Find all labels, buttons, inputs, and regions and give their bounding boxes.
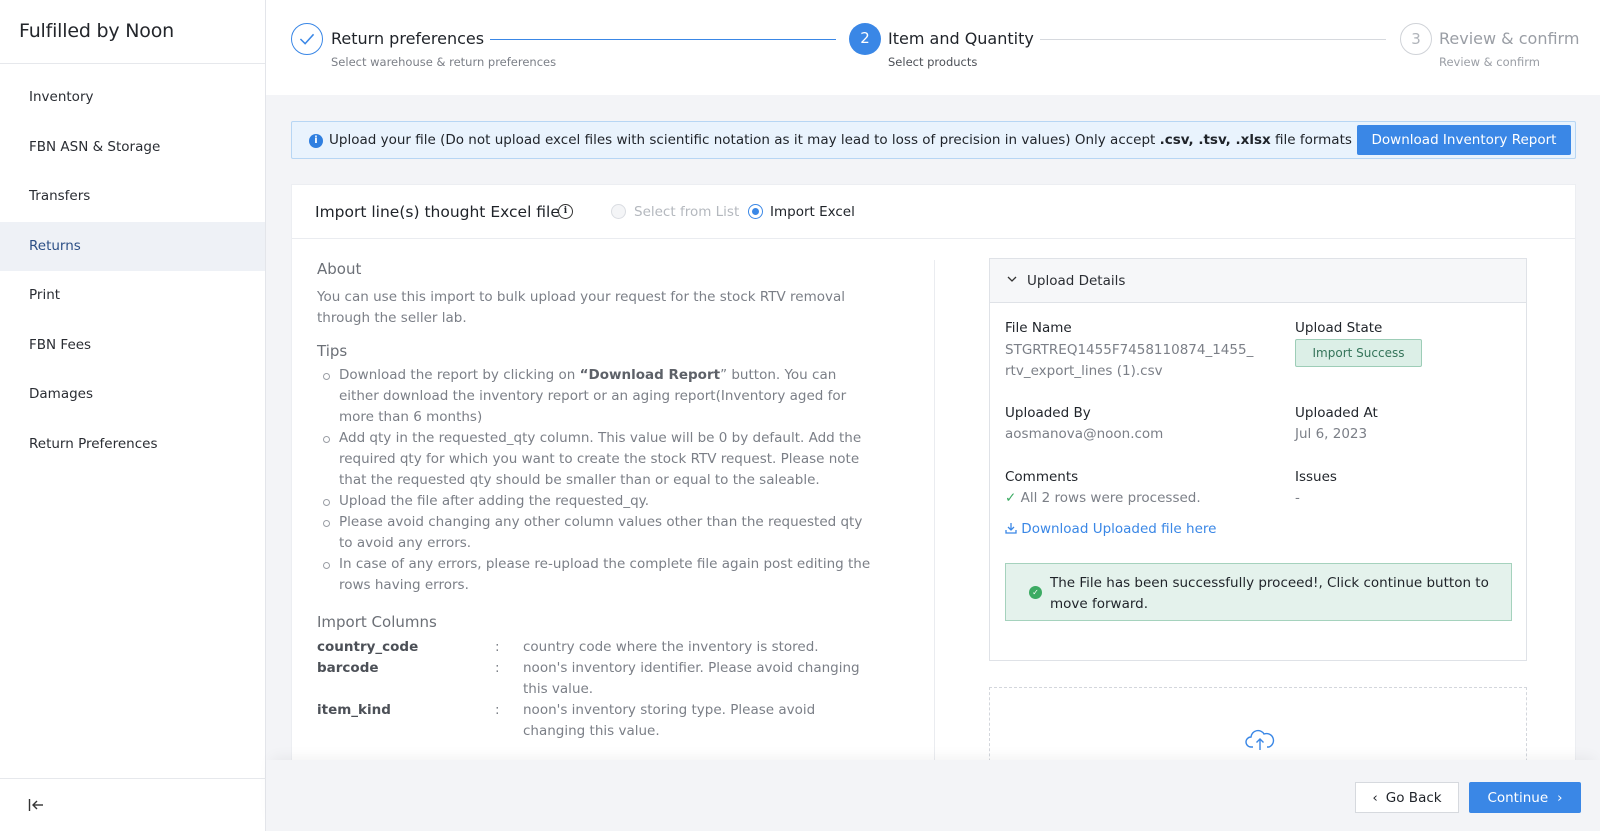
upload-details-title: Upload Details	[1027, 273, 1126, 289]
sidebar-item-damages[interactable]: Damages	[29, 386, 93, 402]
brand-title: Fulfilled by Noon	[0, 0, 265, 64]
download-inventory-report-button[interactable]: Download Inventory Report	[1357, 125, 1571, 155]
column-separator: :	[495, 660, 500, 676]
step-3-number: 3	[1400, 23, 1432, 55]
import-columns-heading: Import Columns	[317, 613, 437, 631]
panel-title: Import line(s) thought Excel file	[315, 203, 560, 221]
about-section	[317, 260, 872, 742]
upload-info-banner	[291, 121, 1576, 159]
list-item: Download the report by clicking on “Download Report” button. You can either download the inventory report or an aging report(Inventory aged for more than 6 months)	[317, 365, 872, 428]
column-key: item_kind	[317, 702, 391, 718]
import-columns-table	[317, 637, 872, 742]
chevron-down-icon	[1006, 273, 1018, 285]
issues-label: Issues	[1295, 469, 1337, 485]
sidebar-item-returns[interactable]: Returns	[0, 222, 265, 272]
chevron-right-icon: ›	[1557, 789, 1563, 806]
sidebar-item-inventory[interactable]: Inventory	[29, 89, 94, 105]
info-circle-icon[interactable]: i	[558, 204, 573, 219]
sidebar-item-print[interactable]: Print	[29, 287, 61, 303]
tips-list	[317, 365, 872, 596]
footer-actions	[266, 760, 1600, 831]
status-badge: Import Success	[1295, 339, 1422, 367]
import-panel	[291, 184, 1576, 764]
step-2-subtitle: Select products	[888, 55, 978, 69]
uploaded-by-label: Uploaded By	[1005, 405, 1091, 421]
comments-label: Comments	[1005, 469, 1079, 485]
tips-heading: Tips	[317, 342, 348, 360]
collapse-left-icon[interactable]	[28, 797, 44, 813]
step-2-number: 2	[849, 23, 881, 55]
sidebar-item-return-preferences[interactable]: Return Preferences	[29, 435, 158, 452]
list-item: Please avoid changing any other column values other than the requested qty to avoid any errors.	[317, 512, 872, 554]
radio-label-select-from-list: Select from List	[634, 204, 740, 220]
step-2-title: Item and Quantity	[888, 29, 1034, 48]
stepper	[266, 0, 1600, 95]
file-name-label: File Name	[1005, 320, 1072, 336]
chevron-left-icon: ‹	[1372, 789, 1378, 806]
uploaded-by-value: aosmanova@noon.com	[1005, 426, 1164, 442]
check-circle-icon: ✓	[1029, 586, 1042, 599]
success-alert	[1005, 563, 1512, 621]
sidebar-collapse-bar	[0, 778, 266, 831]
success-message: The File has been successfully proceed!, Click continue button to move forward.	[1050, 575, 1489, 612]
radio-label-import-excel: Import Excel	[770, 204, 855, 220]
list-item: Upload the file after adding the requested_qy.	[317, 491, 872, 512]
column-divider	[934, 260, 935, 760]
check-icon: ✓	[1005, 490, 1017, 506]
file-name-value: STGRTREQ1455F7458110874_1455_ rtv_export_lines (1).csv	[1005, 342, 1254, 379]
cloud-upload-icon	[1245, 728, 1275, 752]
list-item: In case of any errors, please re-upload the complete file again post editing the rows having errors.	[317, 554, 872, 596]
go-back-button[interactable]: ‹ Go Back	[1355, 782, 1459, 813]
step-3-title: Review & confirm	[1439, 29, 1580, 48]
upload-details-card	[989, 258, 1527, 661]
list-item: Add qty in the requested_qty column. This value will be 0 by default. Add the required qty for which you want to create the stock RTV request. Please note that the requested qty should be smaller than or equal to the saleable.	[317, 428, 872, 491]
issues-value: -	[1295, 490, 1300, 506]
comments-value: ✓ All 2 rows were processed.	[1005, 490, 1201, 506]
sidebar-item-fbn-asn-storage[interactable]: FBN ASN & Storage	[29, 138, 161, 155]
about-heading: About	[317, 260, 362, 278]
step-connector-2	[1040, 39, 1386, 40]
radio-import-excel[interactable]	[748, 204, 763, 219]
step-connector-1	[490, 39, 836, 40]
step-1-done-icon	[291, 23, 323, 55]
info-icon: i	[309, 134, 323, 148]
download-uploaded-file-link[interactable]: Download Uploaded file here	[1005, 521, 1216, 537]
table-row	[317, 637, 872, 658]
column-separator: :	[495, 639, 500, 655]
column-desc: country code where the inventory is stored.	[523, 639, 819, 655]
panel-header	[292, 185, 1575, 239]
column-key: barcode	[317, 660, 379, 676]
step-1-title: Return preferences	[331, 29, 485, 48]
sidebar-item-transfers[interactable]: Transfers	[29, 188, 91, 204]
about-text: You can use this import to bulk upload your request for the stock RTV removal through the seller lab.	[317, 289, 846, 326]
step-3-subtitle: Review & confirm	[1439, 55, 1540, 69]
uploaded-at-label: Uploaded At	[1295, 405, 1378, 421]
table-row	[317, 658, 872, 700]
sidebar	[0, 0, 266, 831]
continue-button[interactable]: Continue ›	[1469, 782, 1581, 813]
step-1-subtitle: Select warehouse & return preferences	[331, 55, 557, 69]
column-key: country_code	[317, 639, 419, 655]
column-separator: :	[495, 702, 500, 718]
banner-text: Upload your file (Do not upload excel files with scientific notation as it may lead to loss of precision in values) Only accept .csv, .tsv, .xlsx file formats	[329, 132, 1352, 148]
uploaded-at-value: Jul 6, 2023	[1295, 426, 1368, 442]
column-desc: noon's inventory storing type. Please avoid changing this value.	[523, 702, 816, 739]
file-dropzone[interactable]	[989, 687, 1527, 764]
table-row	[317, 700, 872, 742]
upload-details-header[interactable]	[990, 259, 1526, 303]
sidebar-item-fbn-fees[interactable]: FBN Fees	[29, 336, 92, 353]
radio-select-from-list[interactable]	[611, 204, 626, 219]
sidebar-nav	[0, 64, 265, 469]
download-icon	[1005, 522, 1017, 534]
upload-state-label: Upload State	[1295, 320, 1383, 336]
column-desc: noon's inventory identifier. Please avoid changing this value.	[523, 660, 860, 697]
